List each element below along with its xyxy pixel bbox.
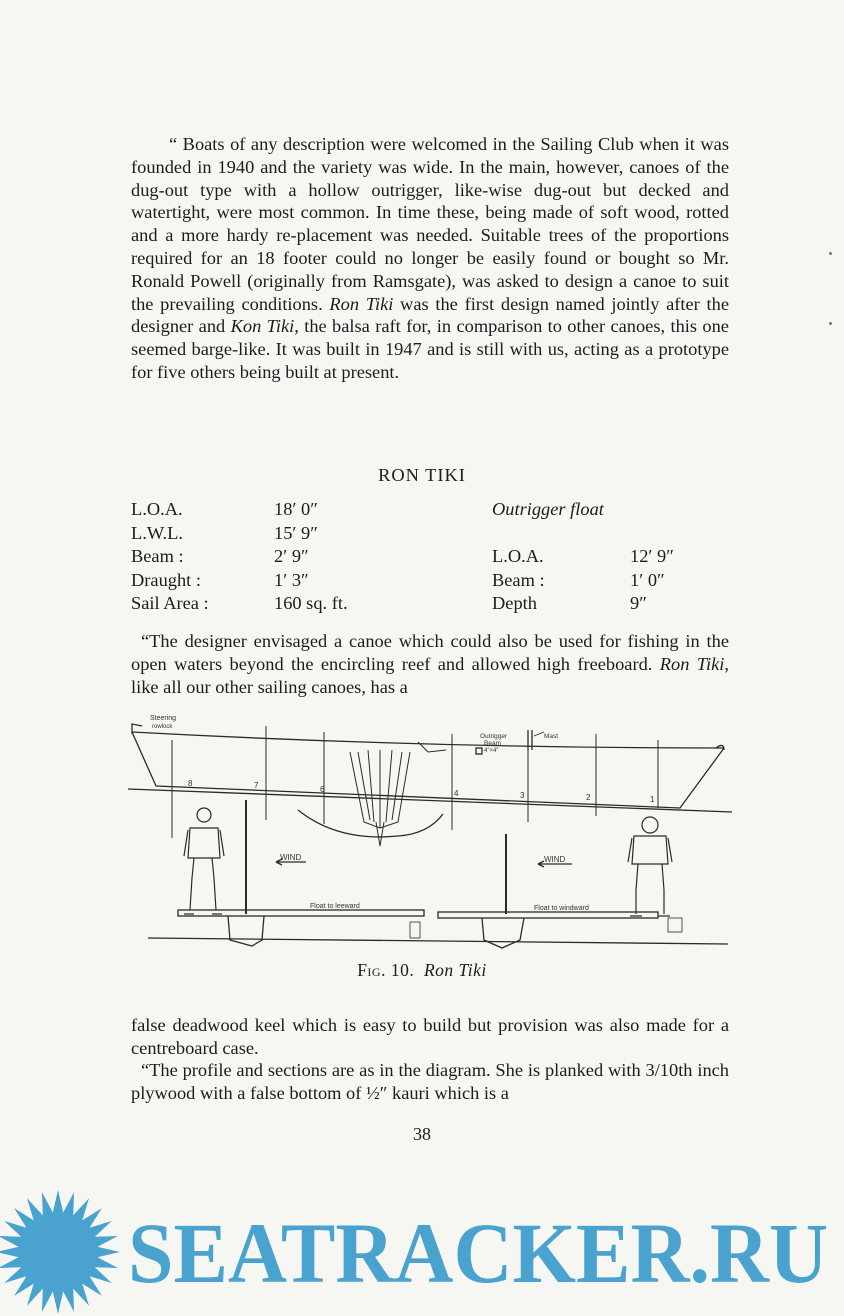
waterline [128,789,732,812]
hull-label: L.W.L. [131,522,183,543]
figure-windward [628,817,672,916]
float-leeward [178,910,424,916]
float-label: L.O.A. [492,546,544,567]
figure-number: Fig. 10. [357,960,415,980]
ron-tiki-diagram [128,712,732,960]
paragraph-planking [131,1059,729,1105]
station-label: 2 [586,793,591,802]
hull-value: 2′ 9″ [274,546,309,567]
italic-title: Ron Tiki [659,653,725,674]
float-leeward-label: Float to leeward [310,903,360,910]
sun-ray [52,1288,64,1314]
hull-label: Draught : [131,569,201,590]
outrigger-beam-size: 4″×4″ [484,748,499,754]
station-label: 6 [320,785,325,794]
outrigger-beam-box [476,748,482,754]
deadwood-keel [298,810,443,837]
text-run: , like all our other sailing canoes, has a [131,653,729,697]
sun-ray [0,1246,22,1258]
seatracker-watermark [0,1188,844,1316]
float-labels-column [492,498,604,616]
sun-icon [0,1190,120,1314]
mast-stub [528,730,532,750]
figure-title: Ron Tiki [423,960,487,980]
paragraph-keel [131,1014,729,1060]
figure-leeward [184,808,224,914]
wind-label-left: WIND [280,853,302,862]
station-label: 4 [454,789,459,798]
paragraph-designer-intent [131,630,729,698]
steering-label: Steering [150,715,177,722]
station-label: 8 [188,779,193,788]
float-label: Depth [492,593,537,614]
float-windward [438,912,658,918]
mast-label: Mast [544,733,559,740]
station-label: 7 [254,781,259,790]
station-label: 3 [520,791,525,800]
station-label: 1 [650,795,655,804]
figure-caption [0,960,844,981]
watermark-text: SEATRACKER.RU [128,1205,828,1301]
text-run: “ Boats of any description were welcomed in the Sailing Club when it was founded in 1940 and the variety was wide. In the main, however, canoes of the dug-out type with a hollow outrigger, like-wise dug-out but decked and watertight, were most common. In time these, being made of soft wood, rotted and a more hardy re-placement was needed. Suitable trees of the proportions required for an 18 footer could no longer be easily found or bought so Mr. Ronald Powell (originally from Ramsgate), was asked to design a canoe to suit the prevailing conditions. [131,134,729,314]
hull-values-column [274,498,348,616]
page-number: 38 [413,1124,431,1144]
italic-title: Ron Tiki [329,293,394,314]
outrigger-float-title: Outrigger float [492,499,604,519]
hull-sections [350,742,446,846]
hull-label: Sail Area : [131,593,209,614]
text-run: false deadwood keel which is easy to build but provision was also made for a centreboard case. [131,1015,729,1058]
outrigger-beam-label: Outrigger [480,733,508,740]
float-value: 9″ [630,593,647,614]
italic-title: Kon Tiki [230,316,295,337]
float-value: 12′ 9″ [630,546,674,566]
text-run: was the first design named jointly after the designer and [131,293,729,337]
hull-value: 15′ 9″ [274,522,318,543]
float-leeward-section [228,916,264,946]
sun-ray [52,1190,64,1216]
hull-value: 18′ 0″ [274,499,318,519]
hull-value: 1′ 3″ [274,569,309,590]
float-label: Beam : [492,569,545,590]
float-values-column [630,545,674,616]
outrigger-beam-label: Beam [484,740,501,747]
text-run: , the balsa raft for, in comparison to other canoes, this one seemed barge-like. It was built in 1947 and is still with us, acting as a prototype for five others being built at present. [131,316,729,382]
sun-ray [94,1246,120,1258]
float-windward-label: Float to windward [534,905,589,912]
float-windward-section [482,918,524,948]
text-run: “The profile and sections are as in the diagram. She is planked with 3/10th inch plywood with a false bottom of ½″ kauri which is a [131,1060,729,1103]
hull-value: 160 sq. ft. [274,593,348,614]
text-run: “The designer envisaged a canoe which could also be used for fishing in the open waters beyond the encircling reef and allowed high freeboard. [131,631,729,674]
scan-speck [829,252,832,255]
station-lines [172,726,658,838]
hull-label: L.O.A. [131,499,183,519]
hull-sheer-line [132,732,724,748]
wind-label-right: WIND [544,855,566,864]
scan-speck [829,322,832,325]
rowlock-label: rowlock [152,724,173,730]
spec-title: RON TIKI [378,465,466,485]
hull-labels-column [131,498,209,616]
float-value: 1′ 0″ [630,569,665,590]
paragraph-boats-history [131,133,729,384]
hull-label: Beam : [131,546,184,567]
